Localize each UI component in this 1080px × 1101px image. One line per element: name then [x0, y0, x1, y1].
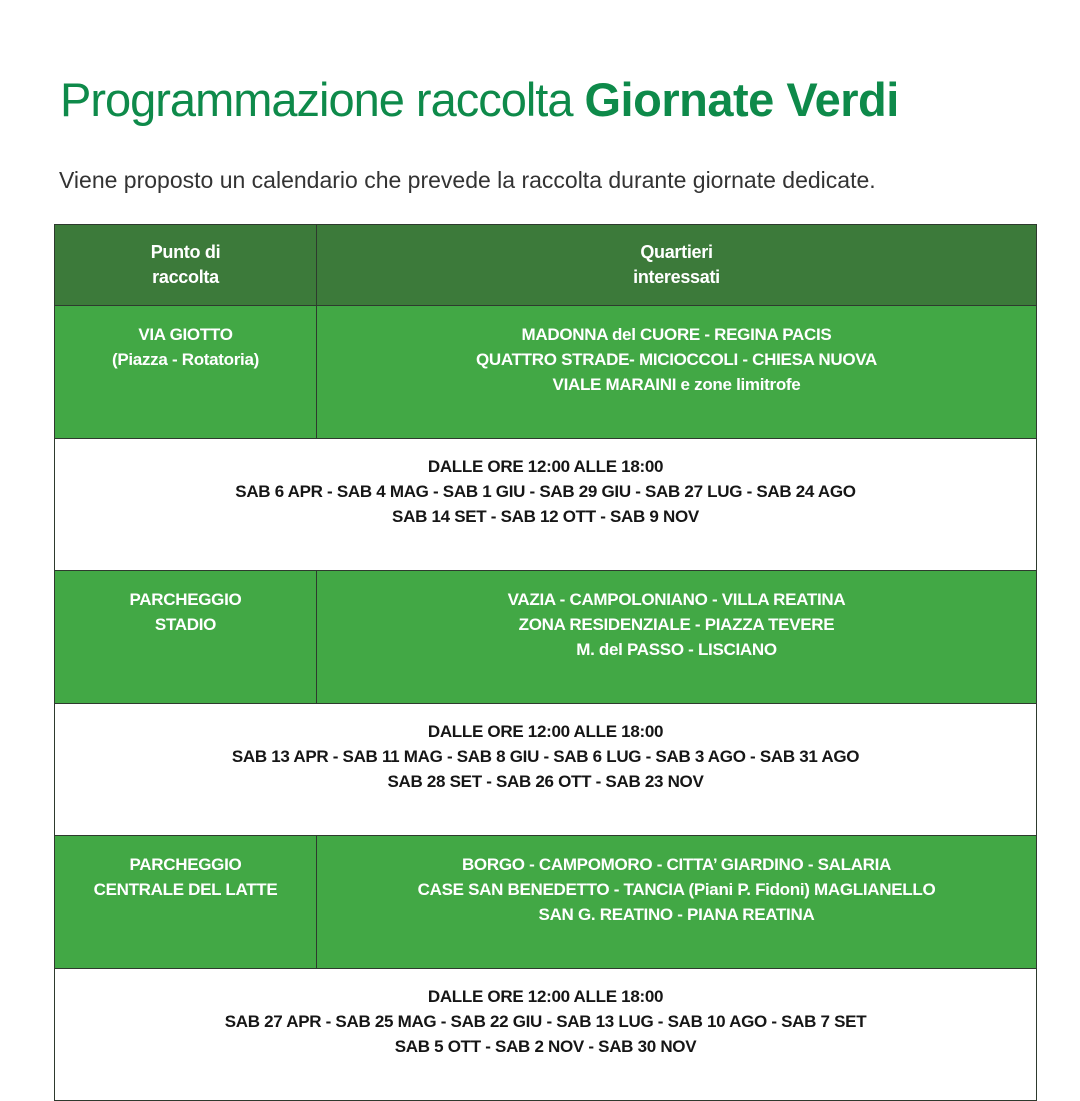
schedule-cell [55, 439, 1037, 571]
schedule-cell [55, 969, 1037, 1101]
collection-schedule-table [54, 224, 1037, 1101]
districts-cell [317, 306, 1037, 439]
district-text: VAZIA - CAMPOLONIANO - VILLA REATINA [507, 590, 846, 609]
district-text: BORGO - CAMPOMORO - CITTA’ GIARDINO - SALARIA [461, 855, 892, 874]
point-text: (Piazza - Rotatoria) [111, 350, 260, 369]
page-title [60, 72, 899, 128]
point-text: VIA GIOTTO [138, 325, 233, 344]
title-light: Programmazione raccolta [60, 73, 573, 126]
district-text: QUATTRO STRADE- MICIOCCOLI - CHIESA NUOVA [475, 350, 878, 369]
district-text: VIALE MARAINI e zone limitrofe [552, 375, 801, 394]
district-text: MADONNA del CUORE - REGINA PACIS [521, 325, 832, 344]
schedule-hours: DALLE ORE 12:00 ALLE 18:00 [427, 987, 664, 1006]
schedule-row [55, 704, 1037, 836]
header-text: interessati [633, 267, 720, 287]
schedule-dates: SAB 14 SET - SAB 12 OTT - SAB 9 NOV [392, 507, 699, 526]
point-text: STADIO [154, 615, 217, 634]
page-subtitle: Viene proposto un calendario che prevede la raccolta durante giornate dedicate. [59, 167, 876, 193]
collection-point-cell [55, 571, 317, 704]
schedule-dates: SAB 13 APR - SAB 11 MAG - SAB 8 GIU - SAB 6 LUG - SAB 3 AGO - SAB 31 AGO [231, 747, 860, 766]
header-text: Punto di [150, 242, 221, 262]
schedule-row [55, 969, 1037, 1101]
schedule-cell [55, 704, 1037, 836]
district-text: SAN G. REATINO - PIANA REATINA [538, 905, 815, 924]
schedule-hours: DALLE ORE 12:00 ALLE 18:00 [427, 722, 664, 741]
district-text: ZONA RESIDENZIALE - PIAZZA TEVERE [518, 615, 835, 634]
table-row [55, 836, 1037, 969]
schedule-dates: SAB 27 APR - SAB 25 MAG - SAB 22 GIU - SAB 13 LUG - SAB 10 AGO - SAB 7 SET [224, 1012, 867, 1031]
point-text: PARCHEGGIO [129, 855, 242, 874]
schedule-row [55, 439, 1037, 571]
table-row [55, 306, 1037, 439]
header-text: raccolta [152, 267, 219, 287]
districts-cell [317, 836, 1037, 969]
header-text: Quartieri [640, 242, 713, 262]
header-districts [317, 225, 1037, 306]
title-bold: Giornate Verdi [584, 73, 899, 126]
collection-point-cell [55, 836, 317, 969]
table-header-row [55, 225, 1037, 306]
point-text: PARCHEGGIO [129, 590, 242, 609]
district-text: CASE SAN BENEDETTO - TANCIA (Piani P. Fidoni) MAGLIANELLO [417, 880, 936, 899]
schedule-dates: SAB 28 SET - SAB 26 OTT - SAB 23 NOV [387, 772, 704, 791]
district-text: M. del PASSO - LISCIANO [576, 640, 777, 659]
schedule-dates: SAB 5 OTT - SAB 2 NOV - SAB 30 NOV [394, 1037, 697, 1056]
schedule-dates: SAB 6 APR - SAB 4 MAG - SAB 1 GIU - SAB 29 GIU - SAB 27 LUG - SAB 24 AGO [235, 482, 856, 501]
schedule-hours: DALLE ORE 12:00 ALLE 18:00 [427, 457, 664, 476]
collection-point-cell [55, 306, 317, 439]
point-text: CENTRALE DEL LATTE [93, 880, 278, 899]
districts-cell [317, 571, 1037, 704]
table-row [55, 571, 1037, 704]
header-collection-point [55, 225, 317, 306]
